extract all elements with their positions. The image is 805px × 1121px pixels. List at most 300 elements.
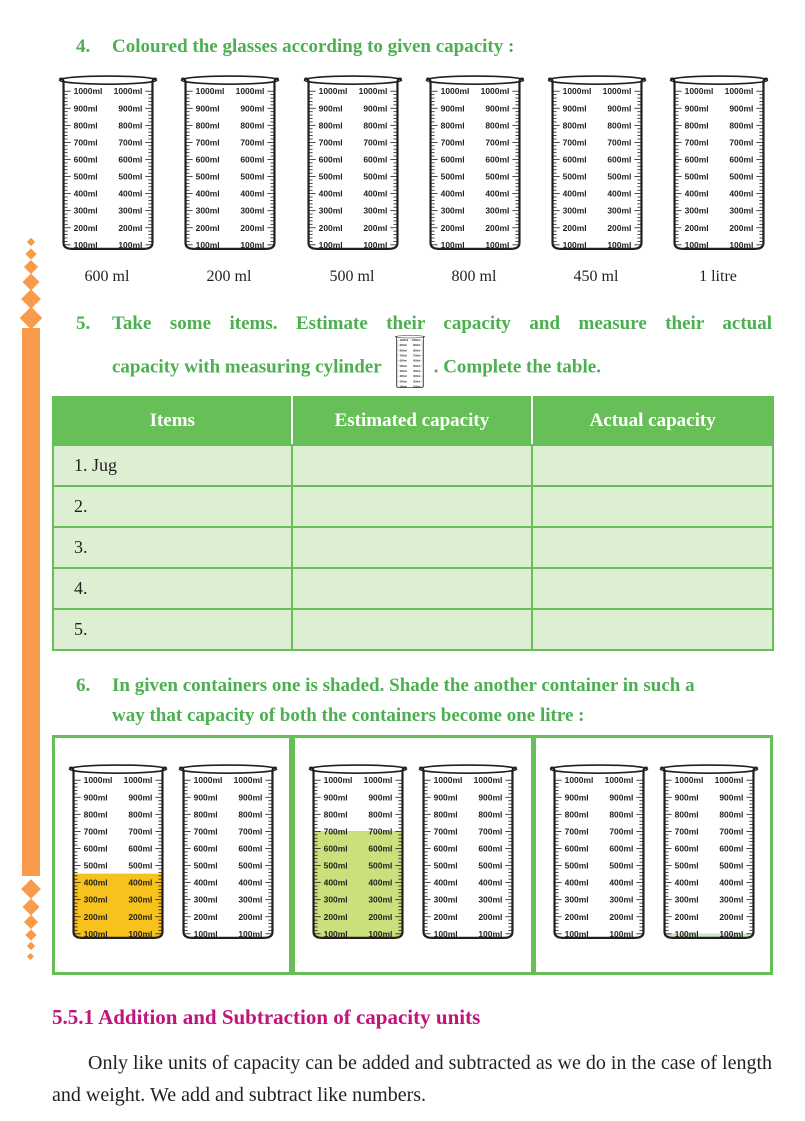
scale-label: 300ml bbox=[729, 205, 754, 216]
scale-label: 900ml bbox=[83, 792, 108, 803]
capacity-label: 500 ml bbox=[329, 268, 375, 285]
scale-label: 800ml bbox=[83, 809, 108, 820]
scale-label: 400ml bbox=[564, 877, 589, 888]
scale-label: 200ml bbox=[478, 911, 503, 922]
scale-label: 600ml bbox=[399, 359, 407, 363]
scale-label: 800ml bbox=[674, 809, 699, 820]
scale-label: 600ml bbox=[485, 154, 510, 165]
scale-label: 300ml bbox=[238, 894, 263, 905]
scale-label: 1000ml bbox=[674, 775, 704, 786]
scale-label: 400ml bbox=[323, 877, 348, 888]
question-number: 4. bbox=[76, 36, 91, 57]
scale-label: 600ml bbox=[719, 843, 744, 854]
scale-label: 400ml bbox=[83, 877, 108, 888]
question-5-line2 bbox=[76, 339, 772, 392]
scale-label: 800ml bbox=[478, 809, 503, 820]
scale-label: 300ml bbox=[440, 205, 465, 216]
scale-label: 1000ml bbox=[123, 775, 153, 786]
scale-label: 800ml bbox=[73, 120, 98, 131]
scale-label: 100ml bbox=[128, 928, 153, 939]
beaker-icon bbox=[417, 760, 519, 952]
scale-label: 800ml bbox=[564, 809, 589, 820]
table-row bbox=[53, 527, 773, 568]
scale-label: 400ml bbox=[684, 188, 709, 199]
scale-label: 500ml bbox=[564, 860, 589, 871]
header-actual: Actual capacity bbox=[532, 397, 773, 445]
scale-label: 500ml bbox=[485, 171, 510, 182]
scale-label: 700ml bbox=[674, 826, 699, 837]
scale-label: 700ml bbox=[609, 826, 634, 837]
scale-label: 300ml bbox=[240, 205, 265, 216]
scale-label: 1000ml bbox=[113, 86, 143, 97]
scale-label: 100ml bbox=[193, 928, 218, 939]
scale-label: 200ml bbox=[73, 222, 98, 233]
actual-cell[interactable] bbox=[532, 527, 773, 568]
scale-label: 700ml bbox=[368, 826, 393, 837]
capacity-label: 450 ml bbox=[573, 268, 619, 285]
scale-label: 400ml bbox=[562, 188, 587, 199]
scale-label: 200ml bbox=[368, 911, 393, 922]
scale-label: 800ml bbox=[195, 120, 220, 131]
scale-label: 800ml bbox=[412, 349, 421, 353]
scale-label: 500ml bbox=[719, 860, 744, 871]
scale-label: 300ml bbox=[719, 894, 744, 905]
table-header-row bbox=[53, 397, 773, 445]
scale-label: 200ml bbox=[83, 911, 108, 922]
scale-label: 600ml bbox=[318, 154, 343, 165]
scale-label: 900ml bbox=[674, 792, 699, 803]
scale-label: 200ml bbox=[323, 911, 348, 922]
scale-label: 900ml bbox=[399, 344, 407, 348]
scale-label: 1000ml bbox=[363, 775, 393, 786]
scale-label: 500ml bbox=[368, 860, 393, 871]
scale-label: 300ml bbox=[323, 894, 348, 905]
scale-label: 300ml bbox=[562, 205, 587, 216]
scale-label: 600ml bbox=[195, 154, 220, 165]
scale-label: 700ml bbox=[433, 826, 458, 837]
scale-label: 500ml bbox=[684, 171, 709, 182]
scale-label: 800ml bbox=[399, 349, 407, 353]
scale-label: 100ml bbox=[440, 239, 465, 250]
scale-label: 700ml bbox=[562, 137, 587, 148]
question-text: In given containers one is shaded. Shade the another container in such a bbox=[112, 675, 695, 696]
capacity-label: 1 litre bbox=[699, 268, 737, 285]
scale-label: 900ml bbox=[684, 103, 709, 114]
scale-label: 500ml bbox=[238, 860, 263, 871]
scale-label: 600ml bbox=[562, 154, 587, 165]
question-text: . Complete the table. bbox=[433, 356, 601, 378]
scale-label: 1000ml bbox=[399, 339, 408, 343]
scale-label: 600ml bbox=[240, 154, 265, 165]
scale-label: 200ml bbox=[433, 911, 458, 922]
scale-label: 700ml bbox=[564, 826, 589, 837]
item-cell: 3. bbox=[53, 527, 292, 568]
container-pair-1 bbox=[52, 735, 292, 975]
scale-label: 200ml bbox=[240, 222, 265, 233]
scale-label: 900ml bbox=[719, 792, 744, 803]
scale-label: 100ml bbox=[399, 385, 407, 389]
scale-label: 1000ml bbox=[193, 775, 223, 786]
question-number: 6. bbox=[76, 675, 91, 696]
scale-label: 200ml bbox=[609, 911, 634, 922]
actual-cell[interactable] bbox=[532, 486, 773, 527]
scale-label: 900ml bbox=[412, 344, 421, 348]
scale-label: 900ml bbox=[195, 103, 220, 114]
capacity-table bbox=[52, 396, 774, 651]
beaker-icon bbox=[548, 760, 650, 952]
beaker-icon bbox=[301, 71, 405, 263]
scale-label: 600ml bbox=[238, 843, 263, 854]
scale-label: 500ml bbox=[399, 364, 407, 368]
scale-label: 900ml bbox=[323, 792, 348, 803]
scale-label: 700ml bbox=[193, 826, 218, 837]
item-cell: 4. bbox=[53, 568, 292, 609]
scale-label: 600ml bbox=[368, 843, 393, 854]
scale-label: 300ml bbox=[674, 894, 699, 905]
scale-label: 900ml bbox=[363, 103, 388, 114]
scale-label: 600ml bbox=[609, 843, 634, 854]
scale-label: 1000ml bbox=[83, 775, 113, 786]
scale-label: 1000ml bbox=[318, 86, 348, 97]
estimated-cell[interactable] bbox=[292, 609, 533, 650]
scale-label: 800ml bbox=[609, 809, 634, 820]
scale-label: 500ml bbox=[128, 860, 153, 871]
scale-label: 800ml bbox=[485, 120, 510, 131]
scale-label: 800ml bbox=[240, 120, 265, 131]
scale-label: 200ml bbox=[118, 222, 143, 233]
scale-label: 900ml bbox=[238, 792, 263, 803]
scale-label: 800ml bbox=[363, 120, 388, 131]
scale-label: 500ml bbox=[323, 860, 348, 871]
scale-label: 600ml bbox=[729, 154, 754, 165]
section-paragraph: Only like units of capacity can be added and subtracted as we do in the case of length and weight. We add and subtract like numbers. bbox=[52, 1052, 772, 1106]
scale-label: 600ml bbox=[607, 154, 632, 165]
scale-label: 700ml bbox=[323, 826, 348, 837]
scale-label: 900ml bbox=[564, 792, 589, 803]
scale-label: 500ml bbox=[240, 171, 265, 182]
scale-label: 700ml bbox=[73, 137, 98, 148]
scale-label: 900ml bbox=[118, 103, 143, 114]
scale-label: 1000ml bbox=[684, 86, 714, 97]
scale-label: 500ml bbox=[318, 171, 343, 182]
scale-label: 300ml bbox=[412, 375, 421, 379]
scale-label: 700ml bbox=[195, 137, 220, 148]
scale-label: 700ml bbox=[118, 137, 143, 148]
scale-label: 200ml bbox=[399, 380, 407, 384]
scale-label: 500ml bbox=[83, 860, 108, 871]
question-text: Take some items. Estimate their capacity and measure their actual bbox=[112, 313, 772, 334]
scale-label: 500ml bbox=[562, 171, 587, 182]
scale-label: 100ml bbox=[195, 239, 220, 250]
scale-label: 200ml bbox=[412, 380, 421, 384]
actual-cell[interactable] bbox=[532, 445, 773, 486]
scale-label: 100ml bbox=[478, 928, 503, 939]
question-text: capacity with measuring cylinder bbox=[112, 356, 382, 378]
scale-label: 1000ml bbox=[195, 86, 225, 97]
scale-label: 700ml bbox=[440, 137, 465, 148]
scale-label: 900ml bbox=[73, 103, 98, 114]
capacity-label: 600 ml bbox=[84, 268, 130, 285]
scale-label: 600ml bbox=[118, 154, 143, 165]
scale-label: 200ml bbox=[363, 222, 388, 233]
beaker-icon bbox=[56, 71, 160, 263]
scale-label: 800ml bbox=[440, 120, 465, 131]
estimated-cell[interactable] bbox=[292, 486, 533, 527]
scale-label: 700ml bbox=[478, 826, 503, 837]
scale-label: 800ml bbox=[238, 809, 263, 820]
scale-label: 300ml bbox=[684, 205, 709, 216]
scale-label: 400ml bbox=[399, 369, 407, 373]
scale-label: 700ml bbox=[719, 826, 744, 837]
scale-label: 100ml bbox=[674, 928, 699, 939]
scale-label: 300ml bbox=[433, 894, 458, 905]
scale-label: 700ml bbox=[412, 354, 421, 358]
scale-label: 500ml bbox=[193, 860, 218, 871]
scale-label: 600ml bbox=[564, 843, 589, 854]
scale-label: 200ml bbox=[128, 911, 153, 922]
scale-label: 400ml bbox=[478, 877, 503, 888]
estimated-cell[interactable] bbox=[292, 445, 533, 486]
actual-cell[interactable] bbox=[532, 568, 773, 609]
scale-label: 100ml bbox=[684, 239, 709, 250]
container-pair-2 bbox=[292, 735, 534, 975]
scale-label: 500ml bbox=[118, 171, 143, 182]
scale-label: 300ml bbox=[363, 205, 388, 216]
scale-label: 600ml bbox=[433, 843, 458, 854]
scale-label: 1000ml bbox=[73, 86, 103, 97]
header-items: Items bbox=[53, 397, 292, 445]
scale-label: 400ml bbox=[193, 877, 218, 888]
scale-label: 300ml bbox=[128, 894, 153, 905]
scale-label: 700ml bbox=[485, 137, 510, 148]
scale-label: 600ml bbox=[73, 154, 98, 165]
scale-label: 200ml bbox=[562, 222, 587, 233]
scale-label: 1000ml bbox=[440, 86, 470, 97]
scale-label: 100ml bbox=[118, 239, 143, 250]
header-estimated: Estimated capacity bbox=[292, 397, 533, 445]
capacity-label: 200 ml bbox=[206, 268, 252, 285]
scale-label: 400ml bbox=[118, 188, 143, 199]
scale-label: 300ml bbox=[485, 205, 510, 216]
scale-label: 900ml bbox=[128, 792, 153, 803]
scale-label: 400ml bbox=[240, 188, 265, 199]
scale-label: 900ml bbox=[433, 792, 458, 803]
scale-label: 100ml bbox=[368, 928, 393, 939]
scale-label: 700ml bbox=[399, 354, 407, 358]
scale-label: 300ml bbox=[195, 205, 220, 216]
measuring-cylinder-icon bbox=[388, 334, 432, 392]
scale-label: 200ml bbox=[485, 222, 510, 233]
scale-label: 1000ml bbox=[564, 775, 594, 786]
scale-label: 1000ml bbox=[480, 86, 510, 97]
scale-label: 700ml bbox=[83, 826, 108, 837]
scale-label: 100ml bbox=[564, 928, 589, 939]
scale-label: 800ml bbox=[193, 809, 218, 820]
scale-label: 400ml bbox=[674, 877, 699, 888]
scale-label: 700ml bbox=[729, 137, 754, 148]
scale-label: 800ml bbox=[562, 120, 587, 131]
scale-label: 500ml bbox=[478, 860, 503, 871]
scale-label: 800ml bbox=[323, 809, 348, 820]
scale-label: 800ml bbox=[318, 120, 343, 131]
scale-label: 100ml bbox=[729, 239, 754, 250]
scale-label: 300ml bbox=[83, 894, 108, 905]
beaker-icon bbox=[178, 71, 282, 263]
scale-label: 1000ml bbox=[233, 775, 263, 786]
scale-label: 700ml bbox=[240, 137, 265, 148]
scale-label: 100ml bbox=[240, 239, 265, 250]
scale-label: 200ml bbox=[193, 911, 218, 922]
beaker-icon bbox=[67, 760, 169, 952]
scale-label: 500ml bbox=[440, 171, 465, 182]
scale-label: 500ml bbox=[195, 171, 220, 182]
container-pair-3 bbox=[533, 735, 773, 975]
scale-label: 100ml bbox=[318, 239, 343, 250]
scale-label: 1000ml bbox=[562, 86, 592, 97]
scale-label: 100ml bbox=[73, 239, 98, 250]
question-6-text bbox=[76, 671, 776, 731]
scale-label: 100ml bbox=[719, 928, 744, 939]
table-row bbox=[53, 568, 773, 609]
scale-label: 100ml bbox=[433, 928, 458, 939]
scale-label: 800ml bbox=[368, 809, 393, 820]
scale-label: 500ml bbox=[73, 171, 98, 182]
scale-label: 700ml bbox=[128, 826, 153, 837]
scale-label: 500ml bbox=[729, 171, 754, 182]
scale-label: 800ml bbox=[433, 809, 458, 820]
scale-label: 300ml bbox=[118, 205, 143, 216]
scale-label: 700ml bbox=[363, 137, 388, 148]
scale-label: 100ml bbox=[83, 928, 108, 939]
scale-label: 400ml bbox=[485, 188, 510, 199]
scale-label: 800ml bbox=[684, 120, 709, 131]
scale-label: 500ml bbox=[433, 860, 458, 871]
scale-label: 200ml bbox=[719, 911, 744, 922]
scale-label: 400ml bbox=[368, 877, 393, 888]
beaker-icon bbox=[658, 760, 760, 952]
table-row bbox=[53, 445, 773, 486]
scale-label: 400ml bbox=[412, 369, 421, 373]
scale-label: 600ml bbox=[363, 154, 388, 165]
scale-label: 100ml bbox=[607, 239, 632, 250]
scale-label: 200ml bbox=[195, 222, 220, 233]
actual-cell[interactable] bbox=[532, 609, 773, 650]
estimated-cell[interactable] bbox=[292, 568, 533, 609]
scale-label: 900ml bbox=[485, 103, 510, 114]
beaker-icon bbox=[545, 71, 649, 263]
scale-label: 200ml bbox=[729, 222, 754, 233]
scale-label: 1000ml bbox=[323, 775, 353, 786]
scale-label: 100ml bbox=[485, 239, 510, 250]
scale-label: 900ml bbox=[240, 103, 265, 114]
scale-label: 400ml bbox=[729, 188, 754, 199]
scale-label: 600ml bbox=[684, 154, 709, 165]
scale-label: 300ml bbox=[478, 894, 503, 905]
question-4-title bbox=[76, 37, 514, 57]
scale-label: 1000ml bbox=[358, 86, 388, 97]
scale-label: 100ml bbox=[363, 239, 388, 250]
scale-label: 400ml bbox=[73, 188, 98, 199]
scale-label: 500ml bbox=[363, 171, 388, 182]
scale-label: 200ml bbox=[684, 222, 709, 233]
scale-label: 100ml bbox=[562, 239, 587, 250]
scale-label: 300ml bbox=[73, 205, 98, 216]
scale-label: 400ml bbox=[128, 877, 153, 888]
beaker-icon bbox=[177, 760, 279, 952]
scale-label: 600ml bbox=[323, 843, 348, 854]
item-cell: 1. Jug bbox=[53, 445, 292, 486]
scale-label: 300ml bbox=[318, 205, 343, 216]
scale-label: 1000ml bbox=[714, 775, 744, 786]
scale-label: 300ml bbox=[607, 205, 632, 216]
scale-label: 300ml bbox=[564, 894, 589, 905]
scale-label: 800ml bbox=[128, 809, 153, 820]
scale-label: 600ml bbox=[128, 843, 153, 854]
scale-label: 400ml bbox=[440, 188, 465, 199]
scale-label: 1000ml bbox=[473, 775, 503, 786]
scale-label: 100ml bbox=[323, 928, 348, 939]
scale-label: 800ml bbox=[719, 809, 744, 820]
scale-label: 400ml bbox=[238, 877, 263, 888]
item-cell: 5. bbox=[53, 609, 292, 650]
scale-label: 300ml bbox=[193, 894, 218, 905]
scale-label: 600ml bbox=[83, 843, 108, 854]
scale-label: 200ml bbox=[440, 222, 465, 233]
scale-label: 200ml bbox=[607, 222, 632, 233]
scale-label: 100ml bbox=[412, 385, 421, 389]
scale-label: 300ml bbox=[609, 894, 634, 905]
scale-label: 200ml bbox=[564, 911, 589, 922]
beaker-icon bbox=[388, 334, 432, 392]
question-6-line1 bbox=[76, 671, 776, 701]
scale-label: 1000ml bbox=[604, 775, 634, 786]
question-5-text bbox=[76, 304, 772, 392]
scale-label: 600ml bbox=[440, 154, 465, 165]
scale-label: 400ml bbox=[363, 188, 388, 199]
scale-label: 400ml bbox=[607, 188, 632, 199]
scale-label: 500ml bbox=[412, 364, 421, 368]
scale-label: 900ml bbox=[607, 103, 632, 114]
scale-label: 900ml bbox=[193, 792, 218, 803]
scale-label: 100ml bbox=[609, 928, 634, 939]
question-text: Coloured the glasses according to given capacity : bbox=[112, 36, 515, 57]
question-6-line2: way that capacity of both the containers become one litre : bbox=[112, 705, 585, 726]
beaker-icon bbox=[667, 71, 771, 263]
scale-label: 1000ml bbox=[602, 86, 632, 97]
scale-label: 900ml bbox=[318, 103, 343, 114]
table-row bbox=[53, 486, 773, 527]
scale-label: 700ml bbox=[238, 826, 263, 837]
beaker-icon bbox=[307, 760, 409, 952]
scale-label: 300ml bbox=[399, 375, 407, 379]
scale-label: 600ml bbox=[478, 843, 503, 854]
scale-label: 900ml bbox=[478, 792, 503, 803]
side-decoration bbox=[18, 236, 46, 966]
scale-label: 300ml bbox=[368, 894, 393, 905]
scale-label: 400ml bbox=[195, 188, 220, 199]
question-number: 5. bbox=[76, 313, 91, 334]
scale-label: 900ml bbox=[440, 103, 465, 114]
section-heading: 5.5.1 Addition and Subtraction of capacity units bbox=[52, 1005, 481, 1029]
scale-label: 800ml bbox=[729, 120, 754, 131]
scale-label: 900ml bbox=[609, 792, 634, 803]
scale-label: 600ml bbox=[193, 843, 218, 854]
scale-label: 1000ml bbox=[411, 339, 421, 343]
estimated-cell[interactable] bbox=[292, 527, 533, 568]
scale-label: 1000ml bbox=[724, 86, 754, 97]
scale-label: 700ml bbox=[318, 137, 343, 148]
scale-label: 200ml bbox=[238, 911, 263, 922]
